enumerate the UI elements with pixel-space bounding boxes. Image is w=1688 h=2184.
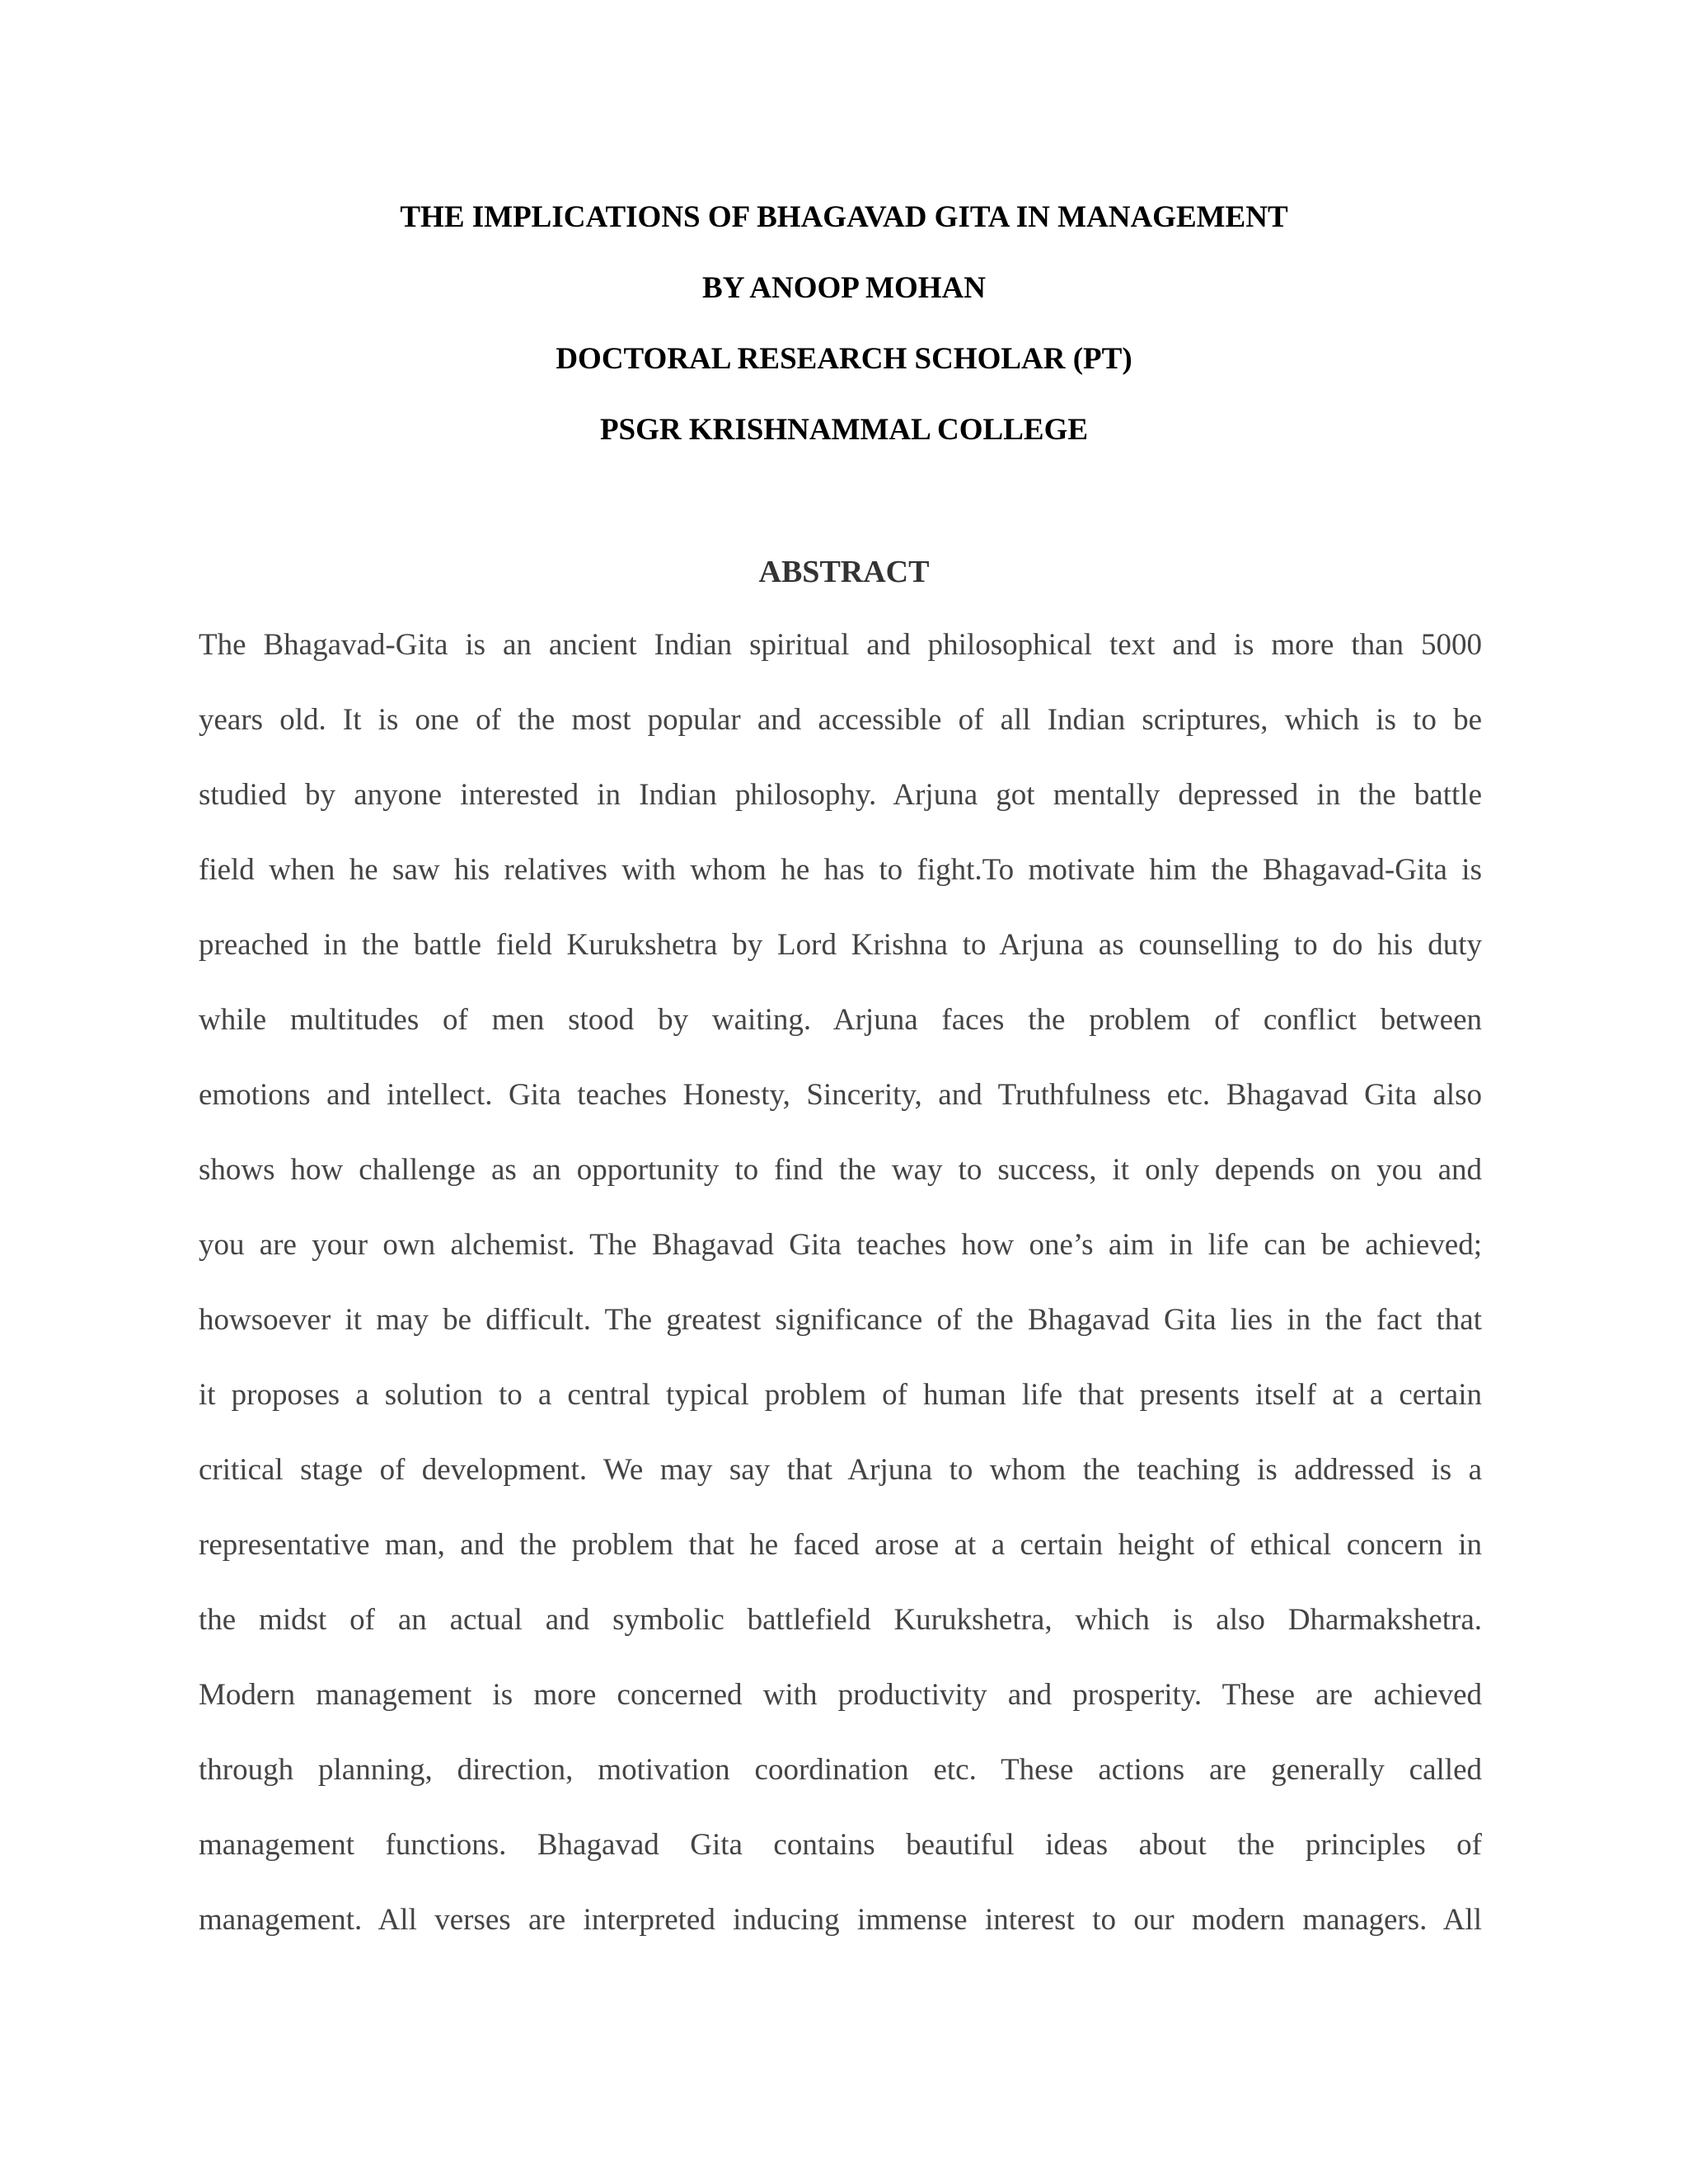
abstract-line: shows how challenge as an opportunity to find the way to success, it only depends on you and <box>199 1153 1482 1187</box>
abstract-line: years old. It is one of the most popular and accessible of all Indian scriptures, which is to be <box>199 703 1482 737</box>
abstract-body <box>199 625 1482 1943</box>
abstract-line: preached in the battle field Kurukshetra by Lord Krishna to Arjuna as counselling to do his duty <box>199 928 1482 962</box>
abstract-line: Modern management is more concerned with productivity and prosperity. These are achieved <box>199 1678 1482 1712</box>
abstract-line: you are your own alchemist. The Bhagavad Gita teaches how one’s aim in life can be achieved; <box>199 1228 1482 1262</box>
abstract-line: management functions. Bhagavad Gita contains beautiful ideas about the principles of <box>199 1828 1482 1862</box>
abstract-line: howsoever it may be difficult. The greatest significance of the Bhagavad Gita lies in the fact that <box>199 1303 1482 1337</box>
author-role: DOCTORAL RESEARCH SCHOLAR (PT) <box>556 342 1132 376</box>
abstract-line: studied by anyone interested in Indian philosophy. Arjuna got mentally depressed in the battle <box>199 778 1482 812</box>
abstract-line: The Bhagavad-Gita is an ancient Indian spiritual and philosophical text and is more than 5000 <box>199 628 1482 662</box>
abstract-line: through planning, direction, motivation coordination etc. These actions are generally called <box>199 1753 1482 1787</box>
paper-title: THE IMPLICATIONS OF BHAGAVAD GITA IN MANAGEMENT <box>400 200 1288 234</box>
abstract-line: representative man, and the problem that he faced arose at a certain height of ethical concern in <box>199 1528 1482 1562</box>
abstract-line: management. All verses are interpreted inducing immense interest to our modern managers. All <box>199 1903 1482 1937</box>
author-line: BY ANOOP MOHAN <box>702 271 986 305</box>
abstract-line: critical stage of development. We may say that Arjuna to whom the teaching is addressed is a <box>199 1453 1482 1487</box>
abstract-line: the midst of an actual and symbolic battlefield Kurukshetra, which is also Dharmakshetra. <box>199 1603 1482 1637</box>
abstract-heading: ABSTRACT <box>758 555 930 589</box>
abstract-line: while multitudes of men stood by waiting. Arjuna faces the problem of conflict between <box>199 1003 1482 1037</box>
abstract-line: field when he saw his relatives with whom he has to fight.To motivate him the Bhagavad-Gita is <box>199 853 1482 887</box>
abstract-line: it proposes a solution to a central typical problem of human life that presents itself at a certain <box>199 1378 1482 1412</box>
institution-name: PSGR KRISHNAMMAL COLLEGE <box>599 413 1089 447</box>
abstract-line: emotions and intellect. Gita teaches Honesty, Sincerity, and Truthfulness etc. Bhagavad Gita also <box>199 1078 1482 1112</box>
